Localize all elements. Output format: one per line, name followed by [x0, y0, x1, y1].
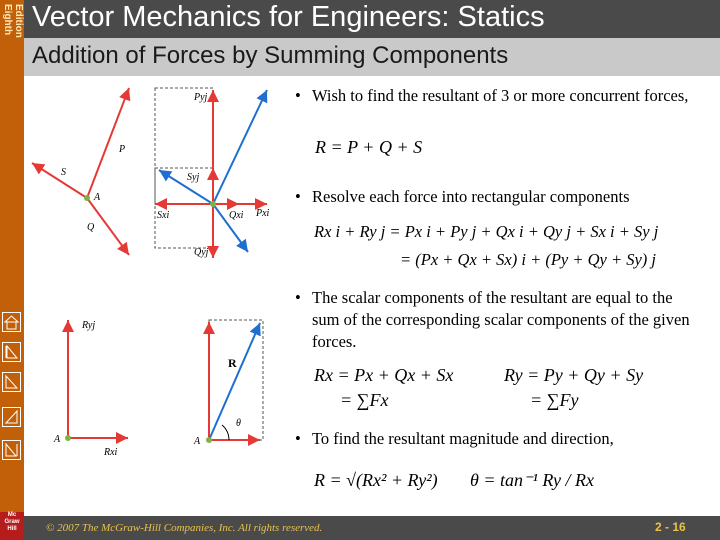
label-Qxi: Qxi: [229, 210, 244, 221]
bullet-3-text: The scalar components of the resultant are equal to the sum of the corresponding scalar components of the given forces.: [312, 288, 690, 351]
sidebar: [0, 0, 24, 540]
edition-line2: Edition: [13, 4, 24, 38]
logo-line1: Mc: [7, 512, 17, 518]
next-slide-icon[interactable]: [2, 407, 21, 427]
label-A3: A: [194, 436, 201, 447]
bullet-dot: •: [295, 86, 301, 105]
equation-magnitude: R = √(Rx² + Ry²): [314, 470, 438, 490]
label-Syj: Syj: [187, 172, 200, 183]
last-slide-icon[interactable]: [2, 440, 21, 460]
bullet-4-text: To find the resultant magnitude and direction,: [312, 429, 614, 448]
concurrent-forces-diagram: [32, 88, 129, 255]
bullet-3: [295, 287, 702, 353]
label-theta: θ: [236, 418, 241, 429]
previous-slide-icon[interactable]: [2, 372, 21, 392]
bullet-dot: •: [295, 288, 301, 307]
label-Ryj: Ryj: [82, 320, 96, 331]
slide-title: Vector Mechanics for Engineers: Statics: [32, 1, 545, 33]
resultant-diagram: [193, 320, 263, 447]
page-number: 2 - 16: [655, 520, 686, 534]
equation-Rx-line2: = ∑Fx: [340, 390, 389, 410]
components-diagram: [155, 88, 270, 258]
home-icon[interactable]: [2, 312, 21, 332]
slide-subtitle: Addition of Forces by Summing Components: [32, 42, 509, 69]
vector-S: [32, 163, 87, 198]
resultant-components-diagram: [53, 320, 128, 458]
label-Q: Q: [87, 222, 95, 233]
label-Sxi: Sxi: [157, 210, 170, 221]
label-A1: A: [94, 192, 101, 203]
equation-components-line1: Rx i + Ry j = Px i + Py j + Qx i + Qy j + Sx i + Sy j: [314, 222, 659, 241]
bullet-dot: •: [295, 429, 301, 448]
first-slide-icon[interactable]: [2, 342, 21, 362]
bullet-4: [295, 428, 702, 450]
vector-P: [87, 88, 129, 198]
logo-line2: Graw: [4, 519, 20, 525]
logo-line3: Hill: [7, 526, 17, 532]
label-Pxi: Pxi: [256, 208, 270, 219]
point-A: [84, 195, 90, 201]
bullet-2-text: Resolve each force into rectangular components: [312, 187, 630, 206]
bullet-2: [295, 186, 702, 208]
label-Qyj: Qyj: [194, 247, 209, 258]
label-Rxi: Rxi: [104, 447, 118, 458]
edition-label: [0, 2, 24, 62]
equation-Ry-line2: = ∑Fy: [530, 390, 579, 410]
label-P: P: [119, 144, 126, 155]
label-A2: A: [54, 434, 61, 445]
bullet-1: [295, 85, 692, 107]
force-diagram: [24, 80, 294, 510]
mcgraw-hill-logo: [0, 512, 24, 540]
label-S: S: [61, 167, 66, 178]
equation-components-line2: = (Px + Qx + Sx) i + (Py + Qy + Sy) j: [400, 250, 657, 269]
bullet-1-text: Wish to find the resultant of 3 or more concurrent forces,: [312, 86, 689, 105]
label-Pyj: Pyj: [194, 92, 208, 103]
equation-Ry-line1: Ry = Py + Qy + Sy: [504, 365, 644, 385]
label-R: R: [228, 356, 237, 370]
equation-Rx-line1: Rx = Px + Qx + Sx: [314, 365, 454, 385]
equation-resultant: R = P + Q + S: [315, 137, 423, 157]
bullet-dot: •: [295, 187, 301, 206]
equation-direction: θ = tan⁻¹ Ry / Rx: [470, 470, 595, 490]
edition-line1: Eighth: [2, 4, 13, 36]
copyright-notice: © 2007 The McGraw-Hill Companies, Inc. All rights reserved.: [46, 522, 323, 534]
